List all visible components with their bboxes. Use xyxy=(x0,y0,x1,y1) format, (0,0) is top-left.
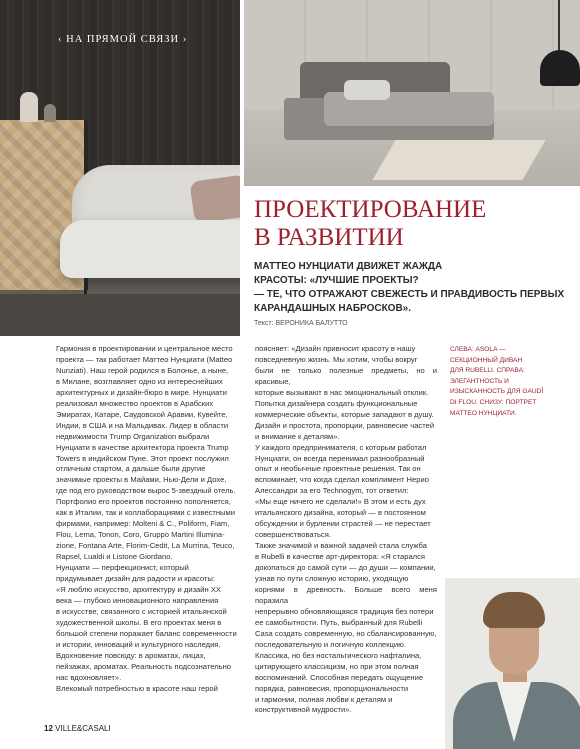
text-line: были не только полезные предметы, но и красивые, xyxy=(255,365,437,386)
text-line: Попытка дизайнера создать функциональные xyxy=(255,398,418,408)
lead-line: КРАСОТЫ: «ЛУЧШИЕ ПРОЕКТЫ? xyxy=(254,275,419,286)
text-line: и истории, инноваций и культурного наследия. xyxy=(56,639,221,649)
text-line: Алессандри за его Technogym, тот ответил: xyxy=(255,486,409,496)
text-line: Эмиратах, Катаре, Саудовской Аравии, Кувейте, xyxy=(56,409,228,419)
caption-line: СЛЕВА: ASOLA — xyxy=(450,346,506,353)
lead-line: МАТТЕО НУНЦИАТИ ДВИЖЕТ ЖАЖДА xyxy=(254,261,443,272)
text-line: архитектурных и дизайн-бюро в мире. Нунциати xyxy=(56,387,227,397)
text-line: итальянского дизайна, который — в постоянном xyxy=(255,508,426,518)
text-line: где под его руководством вырос 5-звездный отель. xyxy=(56,486,236,496)
text-line: которые вызывают в нас эмоциональный отклик. xyxy=(255,387,429,397)
text-line: вспоминает, что когда сделал комплимент Нерио xyxy=(255,475,429,485)
lead-line: КАРАНДАШНЫХ НАБРОСКОВ». xyxy=(254,303,412,314)
photo-bed xyxy=(244,0,580,186)
text-line: Towers в индийском Пуне. Этот проект послужил xyxy=(56,453,229,463)
text-line: zione, Fontana Arte, Florim-Cedit, La Murrina, Teuco, xyxy=(56,541,235,551)
text-line: «Я люблю искусство, архитектуру и дизайн XX xyxy=(56,584,221,594)
section-tag: ‹ НА ПРЯМОЙ СВЯЗИ › xyxy=(58,34,188,45)
text-line: недвижимости Trump Organization выбрали xyxy=(56,431,210,441)
text-line: У каждого предпринимателя, с которым работал xyxy=(255,442,427,452)
text-line: отличным стартом, а дальше были другие xyxy=(56,464,206,474)
text-line: последовательную и логичную коллекцию. xyxy=(255,639,406,649)
text-line: докопаться до самой сути — до души — компании, xyxy=(255,563,436,573)
caption-line: ИЗЫСКАННОСТЬ ДЛЯ GAUDÌ xyxy=(450,388,544,396)
photo-sofa xyxy=(0,0,240,336)
text-line: Классика, но без ностальгического нафталина, xyxy=(255,650,422,660)
headline-line: ПРОЕКТИРОВАНИЕ xyxy=(254,196,487,223)
byline: Текст: ВЕРОНИКА БАЛУТТО xyxy=(254,320,348,327)
caption-line: ЭЛЕГАНТНОСТЬ И xyxy=(450,377,509,385)
text-line: цитирующего классицизм, но при этом полная xyxy=(255,661,419,671)
text-line: коммерческие объекты, которые западают в душу. xyxy=(255,409,434,419)
text-line: значимые проекты в Майами, Нью-Дели и Дохе, xyxy=(56,475,227,485)
text-line: совершенствоваться. xyxy=(255,530,331,540)
text-line: в искусстве, связанного с историей итальянской xyxy=(56,606,227,616)
text-line: повседневную жизнь. Мы хотим, чтобы вокруг xyxy=(255,354,418,364)
text-line: пейзажах, ароматах. Реальность подсознательно xyxy=(56,661,232,671)
text-line: Нунциати в качестве архитектора проекта Trump xyxy=(56,442,229,452)
headline-line: В РАЗВИТИИ xyxy=(254,224,404,251)
text-line: нас вдохновляет». xyxy=(56,672,122,682)
text-line: придумывает дизайн для радости и красоты: xyxy=(56,574,215,584)
text-line: Индии, в США и на Мальдивах. Лидер в области xyxy=(56,420,229,430)
text-line: «Мы еще ничего не сделали!» В этом и есть дух xyxy=(255,497,426,507)
page-number: 12 xyxy=(44,724,53,733)
text-line: ее самобытности. Путь, выбранный для Rubelli xyxy=(255,617,423,627)
text-line: художественной школы. В его проектах меня в xyxy=(56,617,222,627)
portrait-photo xyxy=(445,578,580,749)
text-line: и внимание к деталям». xyxy=(255,431,340,441)
text-line: Нунциати — перфекционист, который xyxy=(56,563,189,573)
text-line: поясняет: «Дизайн привносит красоту в нашу xyxy=(255,344,416,353)
article-lead xyxy=(254,260,574,316)
text-line: Вдохновение повсюду: в ароматах, лицах, xyxy=(56,650,206,660)
article-headline xyxy=(254,196,574,252)
photo-caption xyxy=(450,345,570,419)
text-line: непрерывно обновляющаяся традиция без потери xyxy=(255,606,434,616)
body-column-2 xyxy=(255,344,437,716)
caption-line: СЕКЦИОННЫЙ ДИВАН xyxy=(450,356,523,364)
text-line: века — глубоко инновационного направления xyxy=(56,595,219,605)
text-line: обсуждении и бурлении страстей — не перестает xyxy=(255,519,431,529)
text-line: опыт и необычные проектные решения. Так он xyxy=(255,464,421,474)
body-column-1 xyxy=(56,344,240,695)
caption-line: DI FLOU. СНИЗУ: ПОРТРЕТ xyxy=(450,398,537,406)
text-line: большой степени поражает баланс современности xyxy=(56,628,237,638)
text-line: воспоминаний. Способная передать ощущение xyxy=(255,672,424,682)
magazine-name: VILLE&CASALI xyxy=(55,724,111,733)
text-line: Гармония в проектировании и центральное место xyxy=(56,344,233,353)
text-line: Также значимой и важной задачей стала служба xyxy=(255,541,427,551)
page-folio xyxy=(44,724,111,733)
text-line: проекта — так работает Маттео Нунциати (Matteo xyxy=(56,354,233,364)
text-line: в Милане, возглавляет одно из интереснейших xyxy=(56,376,223,386)
text-line: фирмами, например: Molteni & C., Poliform, Fiam, xyxy=(56,519,230,529)
text-line: узнав по пути сложную историю, уходящую xyxy=(255,574,409,584)
text-line: Nunziati). Наш герой родился в Болонье, а ныне, xyxy=(56,365,229,375)
text-line: Нунциати, он всегда перенимал разнообразный xyxy=(255,453,425,463)
text-line: Влекомый потребностью в красоте наш герой xyxy=(56,683,218,693)
text-line: Дизайн и простота, пропорции, равновесие частей xyxy=(255,420,435,430)
caption-line: ДЛЯ RUBELLI. СПРАВА: xyxy=(450,367,525,375)
text-line: Casa создать современную, но сбалансированную, xyxy=(255,628,437,638)
text-line: конструктивной мудрости». xyxy=(255,705,352,715)
text-line: корнями в древность. Больше всего меня поразила xyxy=(255,584,437,605)
text-line: Flou, Lema, Tonon, Coro, Gruppo Martini Illumina- xyxy=(56,530,225,540)
text-line: порядка, равновесия, пропорциональности xyxy=(255,683,409,693)
text-line: реализовал множество проектов в Арабских xyxy=(56,398,214,408)
lead-line: — ТЕ, ЧТО ОТРАЖАЮТ СВЕЖЕСТЬ И ПРАВДИВОСТЬ ПЕРВЫХ xyxy=(254,289,565,300)
text-line: в Rubelli в качестве арт-директора: «Я старался xyxy=(255,552,426,562)
text-line: как в Италии, так и коллаборациями с известными xyxy=(56,508,235,518)
caption-line: МАТТЕО НУНЦИАТИ. xyxy=(450,409,517,417)
text-line: Портфолио его проектов постоянно пополняется, xyxy=(56,497,231,507)
text-line: и гармонии, полная любви к деталям и xyxy=(255,694,393,704)
text-line: Rapsel, Lualdi и Listone Giordano. xyxy=(56,552,173,562)
